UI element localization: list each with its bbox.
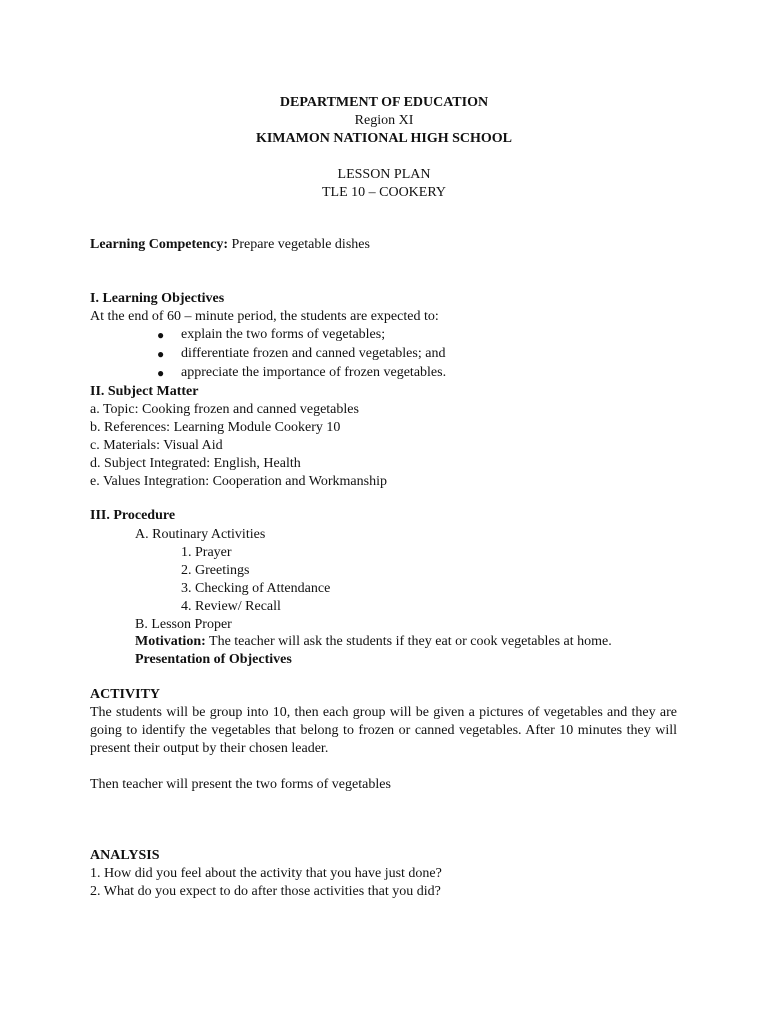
region-label: Region XI — [354, 113, 414, 128]
procedure-heading: III. Procedure — [90, 508, 176, 523]
subject-matter-item: d. Subject Integrated: English, Health — [90, 456, 301, 471]
analysis-heading: ANALYSIS — [90, 848, 160, 863]
objectives-intro: At the end of 60 – minute period, the students are expected to: — [90, 309, 439, 324]
subject-matter-item: c. Materials: Visual Aid — [90, 438, 223, 453]
motivation — [135, 633, 612, 651]
department-title: DEPARTMENT OF EDUCATION — [279, 95, 489, 110]
subject-matter-item: e. Values Integration: Cooperation and Workmanship — [90, 474, 387, 489]
bullet-icon: ● — [157, 347, 165, 361]
motivation-label: Motivation: — [135, 634, 206, 649]
activity-heading: ACTIVITY — [90, 687, 161, 702]
bullet-icon: ● — [157, 328, 165, 342]
routinary-item: 4. Review/ Recall — [181, 599, 281, 614]
activity-followup: Then teacher will present the two forms of vegetables — [90, 777, 391, 792]
objective-item: differentiate frozen and canned vegetables; and — [181, 346, 446, 361]
school-name: KIMAMON NATIONAL HIGH SCHOOL — [255, 131, 513, 146]
subject-matter-item: a. Topic: Cooking frozen and canned vegetables — [90, 402, 359, 417]
lesson-proper: B. Lesson Proper — [135, 617, 232, 632]
presentation-of-objectives: Presentation of Objectives — [135, 652, 292, 667]
competency-value: Prepare vegetable dishes — [228, 237, 370, 252]
motivation-text: The teacher will ask the students if they eat or cook vegetables at home. — [205, 634, 612, 649]
activity-paragraph: The students will be group into 10, then each group will be given a pictures of vegetables and they are going to identify the vegetables that belong to frozen or canned vegetables. After 10 minutes they will present their output by their chosen leader. — [90, 705, 677, 756]
bullet-icon: ● — [157, 366, 165, 380]
objectives-heading: I. Learning Objectives — [90, 291, 225, 306]
routinary-activities: A. Routinary Activities — [135, 527, 266, 542]
subject-matter-heading: II. Subject Matter — [90, 384, 199, 399]
learning-competency — [90, 236, 370, 254]
document-type: LESSON PLAN — [337, 167, 431, 182]
routinary-item: 1. Prayer — [181, 545, 232, 560]
objective-item: explain the two forms of vegetables; — [181, 327, 386, 342]
routinary-item: 3. Checking of Attendance — [181, 581, 331, 596]
competency-label: Learning Competency: — [90, 237, 229, 252]
subject-title: TLE 10 – COOKERY — [321, 185, 447, 200]
subject-matter-item: b. References: Learning Module Cookery 10 — [90, 420, 341, 435]
analysis-question: 2. What do you expect to do after those activities that you did? — [90, 884, 441, 899]
routinary-item: 2. Greetings — [181, 563, 250, 578]
objective-item: appreciate the importance of frozen vegetables. — [181, 365, 447, 380]
analysis-question: 1. How did you feel about the activity that you have just done? — [90, 866, 442, 881]
